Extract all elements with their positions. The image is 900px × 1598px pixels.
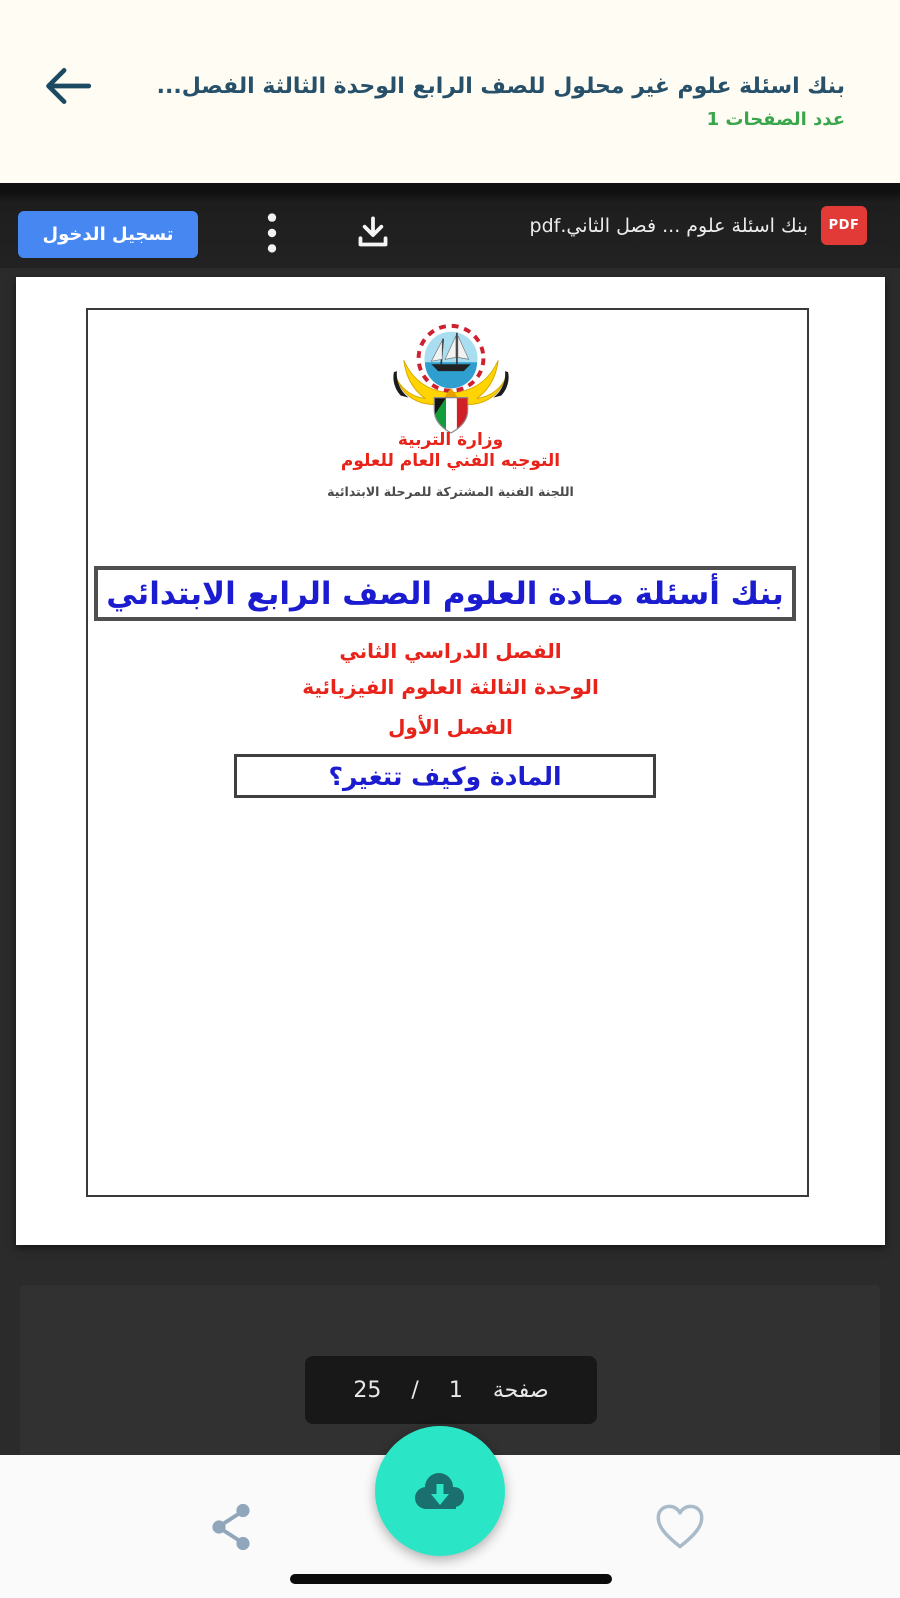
total-pages-number: 25 [353,1377,382,1403]
cloud-download-icon [409,1466,471,1517]
back-button[interactable] [40,62,96,112]
pdf-filename: بنك اسئلة علوم ... فصل الثاني.pdf [529,214,808,237]
share-button[interactable] [198,1499,256,1557]
back-arrow-icon [42,96,94,111]
question-bank-title: بنك أسئلة مـادة العلوم الصف الرابع الابتدائي [106,575,784,612]
page-count-label: عدد الصفحات 1 [706,109,845,131]
page-word: صفحة [492,1377,549,1403]
question-bank-title-box [94,566,796,621]
ministry-name: وزارة التربية [397,430,504,450]
committee-name: اللجنة الفنية المشتركة للمرحلة الابتدائية [327,484,574,499]
pdf-viewer-canvas[interactable] [0,268,900,1455]
current-page-number: 1 [448,1377,463,1403]
pdf-page-1 [16,277,885,1245]
toolbar-download-button[interactable] [344,209,396,259]
favorite-button[interactable] [646,1499,706,1557]
topic-title: المادة وكيف تتغير؟ [328,761,562,791]
page-number-indicator [305,1356,597,1424]
download-icon [350,244,396,259]
share-icon [204,1542,258,1557]
overflow-menu-button[interactable] [252,211,292,258]
document-title: بنك اسئلة علوم غير محلول للصف الرابع الوحدة الثالثة الفصل... [156,74,845,99]
heart-icon [652,1540,708,1555]
header-text-block [156,74,845,131]
page-separator: / [411,1377,419,1403]
pdf-badge: PDF [821,206,867,245]
ministry-logo [16,319,885,435]
kuwait-emblem-icon [387,319,515,435]
vertical-dots-icon [263,242,281,257]
directorate-name: التوجيه الفني العام للعلوم [340,451,561,471]
pdf-toolbar [0,183,900,268]
login-button[interactable]: تسجيل الدخول [18,211,198,258]
topic-title-box [234,754,656,798]
unit-line: الوحدة الثالثة العلوم الفيزيائية [302,675,599,699]
app-header [0,0,900,183]
semester-line: الفصل الدراسي الثاني [339,639,562,663]
download-fab[interactable] [375,1426,505,1556]
chapter-line: الفصل الأول [388,715,513,739]
home-indicator-bar[interactable] [290,1574,612,1584]
bottom-action-bar [0,1455,900,1598]
